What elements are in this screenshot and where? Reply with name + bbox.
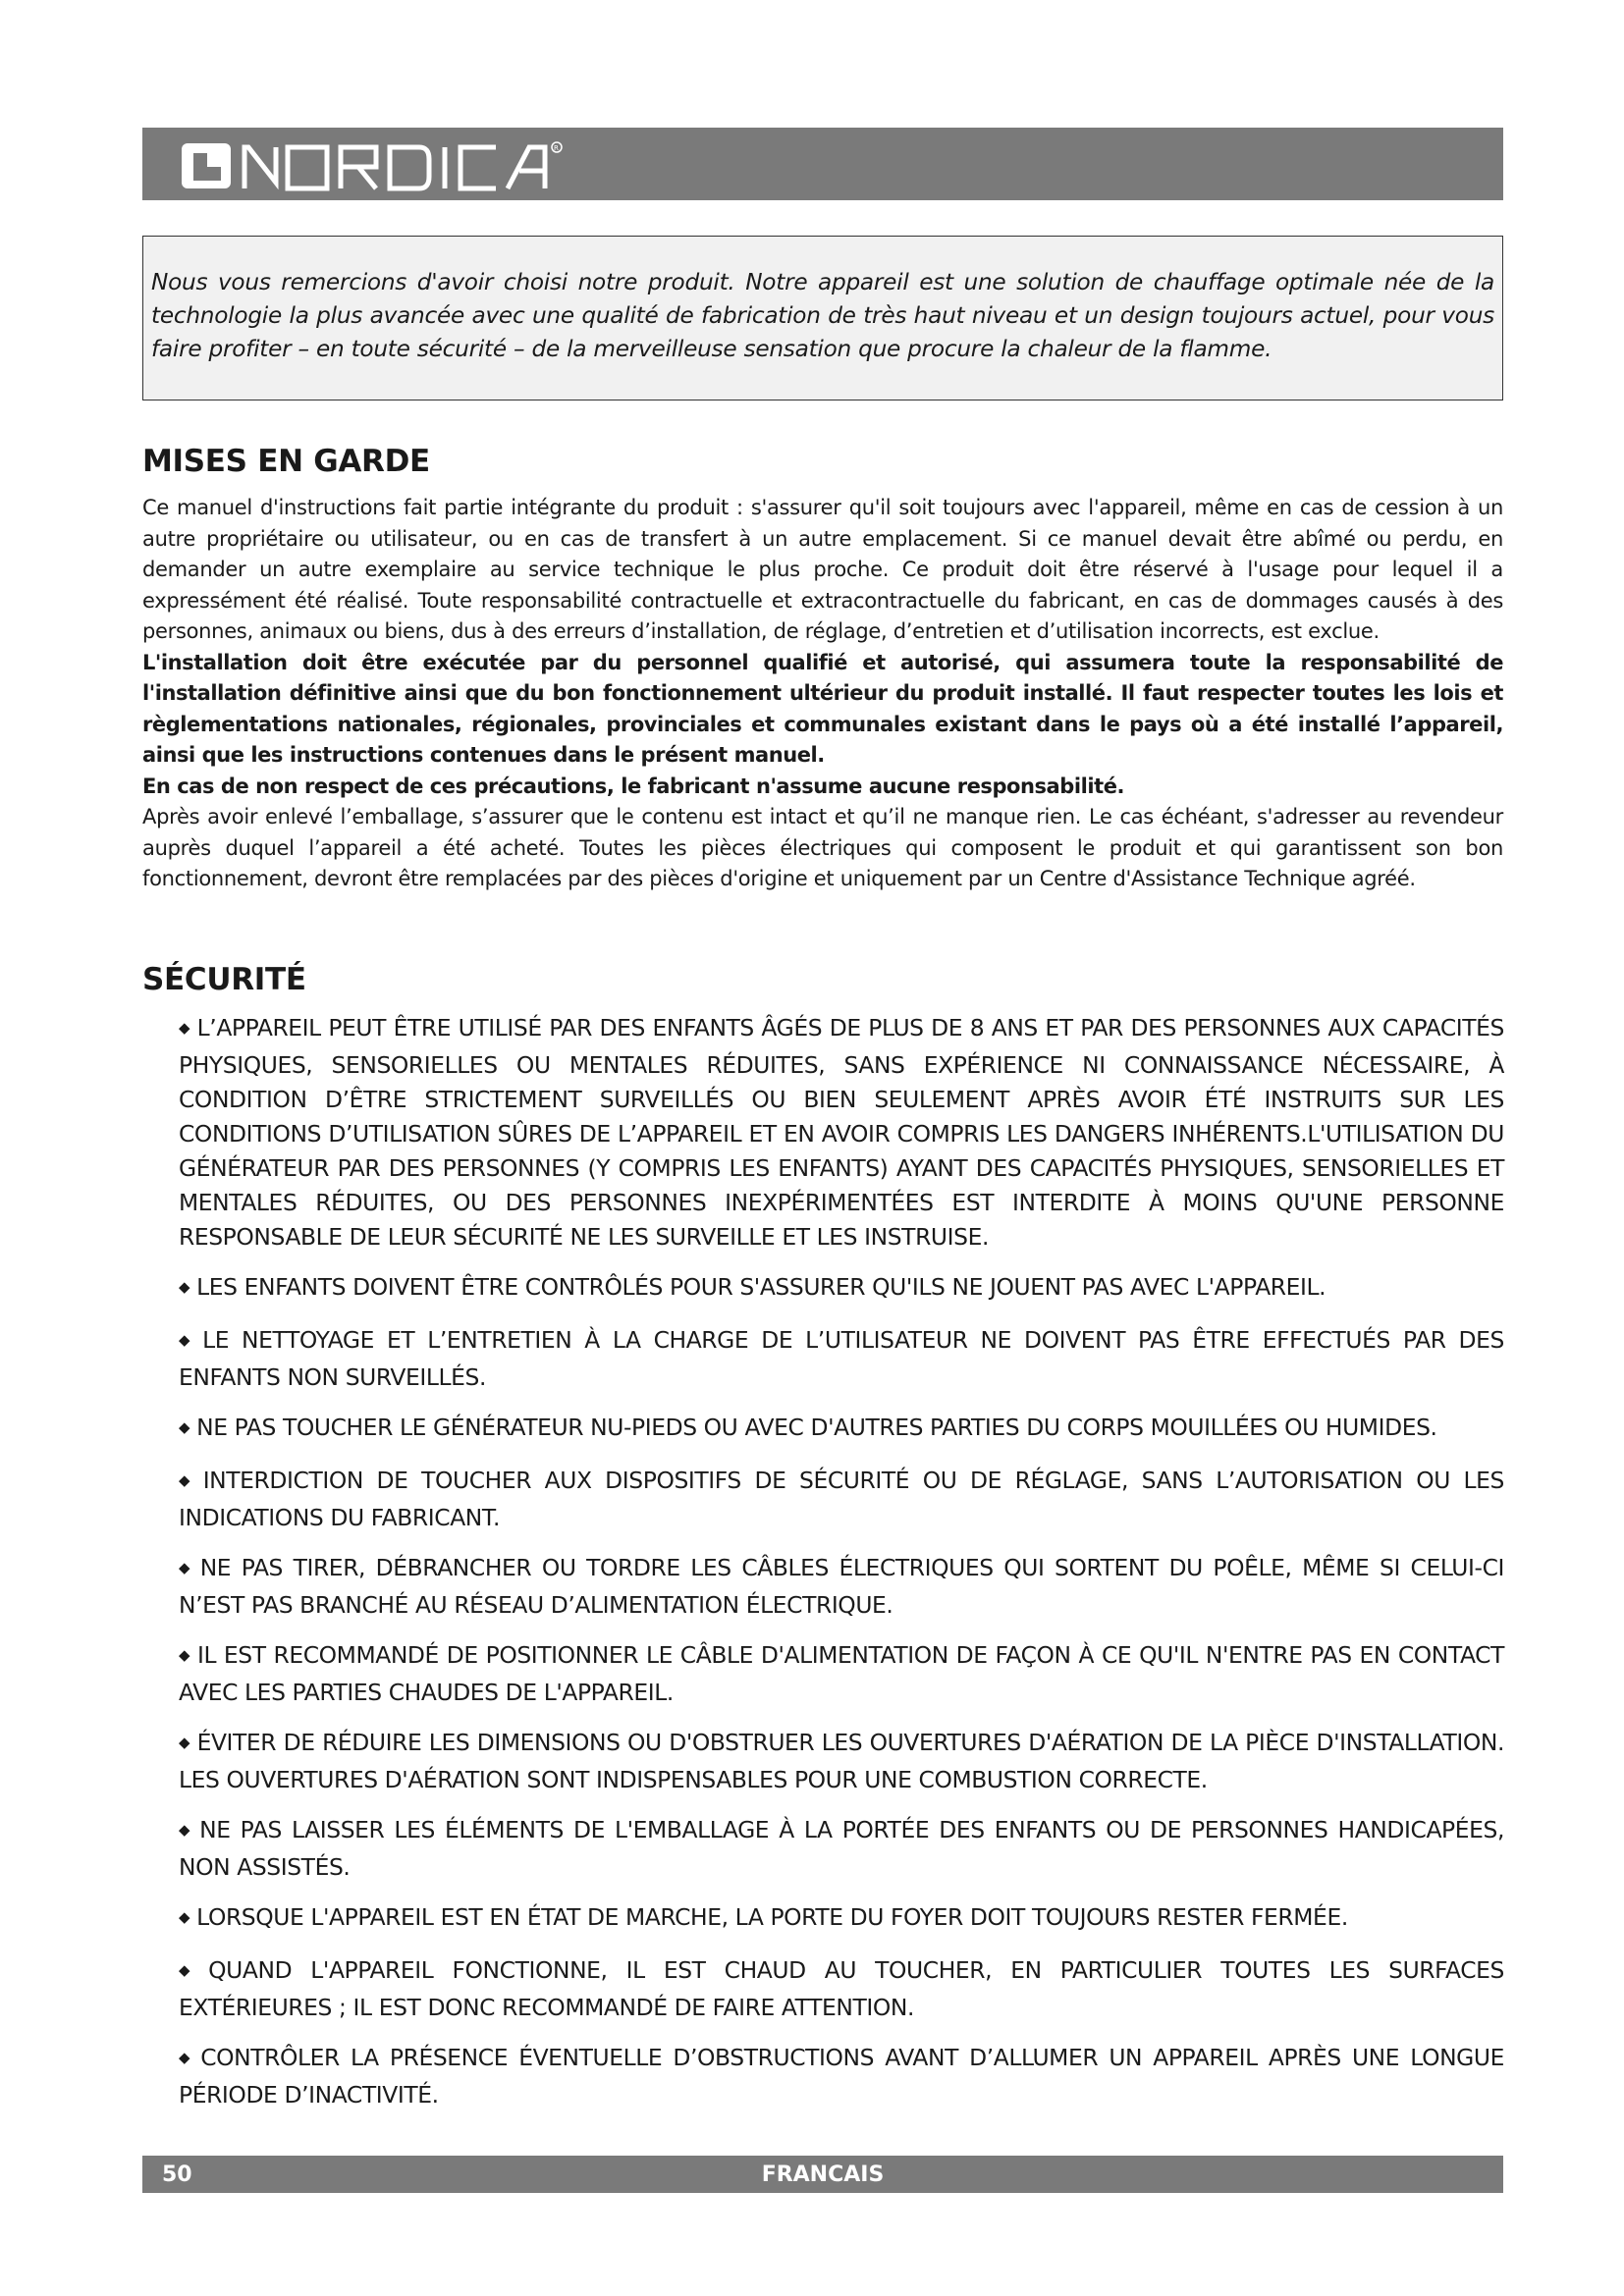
safety-item-text: INTERDICTION DE TOUCHER AUX DISPOSITIFS DE SÉCURITÉ OU DE RÉGLAGE, SANS L’AUTORISATION OU LES INDICATIONS DU FABRICANT.: [179, 1467, 1504, 1531]
bullet-diamond-icon: ◆: [179, 1278, 190, 1296]
safety-item-text: NE PAS TOUCHER LE GÉNÉRATEUR NU-PIEDS OU AVEC D'AUTRES PARTIES DU CORPS MOUILLÉES OU HUMIDES.: [196, 1414, 1437, 1441]
bullet-diamond-icon: ◆: [179, 1961, 202, 1979]
safety-item-text: LE NETTOYAGE ET L’ENTRETIEN À LA CHARGE DE L’UTILISATEUR NE DOIVENT PAS ÊTRE EFFECTUÉS PAR DES ENFANTS NON SURVEILLÉS.: [179, 1326, 1504, 1391]
footer-language: FRANCAIS: [761, 2163, 885, 2187]
section-title-securite: SÉCURITÉ: [142, 962, 306, 997]
list-item: [179, 1813, 1504, 1885]
svg-text:R: R: [554, 144, 559, 152]
list-item: [179, 1323, 1504, 1395]
list-item: [179, 1464, 1504, 1535]
bullet-diamond-icon: ◆: [179, 1646, 190, 1664]
bullet-diamond-icon: ◆: [179, 1019, 190, 1037]
list-item: [179, 2041, 1504, 2112]
la-nordica-logo: [180, 133, 572, 194]
list-item: [179, 1411, 1504, 1448]
bullet-diamond-icon: ◆: [179, 1418, 190, 1436]
unpacking-paragraph: Après avoir enlevé l’emballage, s’assurer que le contenu est intact et qu’il ne manque rien. Le cas échéant, s'adresser au revendeur auprès duquel l’appareil a été acheté. Toutes les pièces électriques qui composent le produit et qui garantissent son bon fonctionnement, devront être remplacées par des pièces d'origine et uniquement par un Centre d'Assistance Technique agréé.: [142, 805, 1503, 890]
list-item: [179, 1270, 1504, 1308]
intro-text: Nous vous remercions d'avoir choisi notre produit. Notre appareil est une solution de chauffage optimale née de la technologie la plus avancée avec une qualité de fabrication de très haut niveau et un design toujours actuel, pour vous faire profiter – en toute sécurité – de la merveilleuse sensation que procure la chaleur de la flamme.: [151, 269, 1494, 362]
bullet-diamond-icon: ◆: [179, 1331, 196, 1349]
safety-list: [179, 1011, 1504, 2128]
safety-item-text: QUAND L'APPAREIL FONCTIONNE, IL EST CHAUD AU TOUCHER, EN PARTICULIER TOUTES LES SURFACES EXTÉRIEURES ; IL EST DONC RECOMMANDÉ DE FAIRE ATTENTION.: [179, 1956, 1504, 2021]
list-item: [179, 1551, 1504, 1623]
la-nordica-logo-icon: [180, 133, 572, 194]
safety-item-text: LES ENFANTS DOIVENT ÊTRE CONTRÔLÉS POUR S'ASSURER QU'ILS NE JOUENT PAS AVEC L'APPAREIL.: [196, 1273, 1326, 1301]
list-item: [179, 1638, 1504, 1710]
safety-item-text: NE PAS TIRER, DÉBRANCHER OU TORDRE LES CÂBLES ÉLECTRIQUES QUI SORTENT DU POÊLE, MÊME SI CELUI-CI N’EST PAS BRANCHÉ AU RÉSEAU D’ALIMENTATION ÉLECTRIQUE.: [179, 1554, 1504, 1619]
installation-warning: L'installation doit être exécutée par du personnel qualifié et autorisé, qui assumera toute la responsabilité de l'installation définitive ainsi que du bon fonctionnement ultérieur du produit installé. Il faut respecter toutes les lois et règlementations nationales, régionales, provinciales et communales existant dans le pays où a été installé l’appareil, ainsi que les instructions contenues dans le présent manuel.: [142, 650, 1503, 767]
safety-item-text: IL EST RECOMMANDÉ DE POSITIONNER LE CÂBLE D'ALIMENTATION DE FAÇON À CE QU'IL N'ENTRE PAS EN CONTACT AVEC LES PARTIES CHAUDES DE L'APPAREIL.: [179, 1641, 1504, 1706]
footer-bar: [142, 2156, 1503, 2193]
bullet-diamond-icon: ◆: [179, 2049, 194, 2066]
safety-item-text: NE PAS LAISSER LES ÉLÉMENTS DE L'EMBALLAGE À LA PORTÉE DES ENFANTS OU DE PERSONNES HANDICAPÉES, NON ASSISTÉS.: [179, 1816, 1504, 1881]
list-item: [179, 1900, 1504, 1938]
list-item: [179, 1953, 1504, 2025]
section-title-mises-en-garde: MISES EN GARDE: [142, 444, 430, 479]
header-bar: [142, 128, 1503, 200]
list-item: [179, 1726, 1504, 1797]
page-number: 50: [162, 2163, 192, 2187]
mises-en-garde-paragraph: Ce manuel d'instructions fait partie intégrante du produit : s'assurer qu'il soit toujours avec l'appareil, même en cas de cession à un autre propriétaire ou utilisateur, ou en cas de transfert à un autre emplacement. Si ce manuel devait être abîmé ou perdu, en demander un autre exemplaire au service technique le plus proche. Ce produit doit être réservé à l'usage pour lequel il a expressément été réalisé. Toute responsabilité contractuelle et extracontractuelle du fabricant, en cas de dommages causés à des personnes, animaux ou biens, dus à des erreurs d’installation, de réglage, d’entretien et d’utilisation incorrects, est exclue.: [142, 496, 1503, 643]
responsibility-warning: En cas de non respect de ces précautions, le fabricant n'assume aucune responsabilité.: [142, 774, 1125, 798]
bullet-diamond-icon: ◆: [179, 1734, 190, 1751]
list-item: [179, 1011, 1504, 1255]
safety-item-text: L’APPAREIL PEUT ÊTRE UTILISÉ PAR DES ENFANTS ÂGÉS DE PLUS DE 8 ANS ET PAR DES PERSONNES AUX CAPACITÉS PHYSIQUES, SENSORIELLES OU MENTALES RÉDUITES, SANS EXPÉRIENCE NI CONNAISSANCE NÉCESSAIRE, À CONDITION D’ÊTRE STRICTEMENT SURVEILLÉS OU BIEN SEULEMENT APRÈS AVOIR ÉTÉ INSTRUITS SUR LES CONDITIONS D’UTILISATION SÛRES DE L’APPAREIL ET EN AVOIR COMPRIS LES DANGERS INHÉRENTS.L'UTILISATION DU GÉNÉRATEUR PAR DES PERSONNES (Y COMPRIS LES ENFANTS) AYANT DES CAPACITÉS PHYSIQUES, SENSORIELLES ET MENTALES RÉDUITES, OU DES PERSONNES INEXPÉRIMENTÉES EST INTERDITE À MOINS QU'UNE PERSONNE RESPONSABLE DE LEUR SÉCURITÉ NE LES SURVEILLE ET LES INSTRUISE.: [179, 1014, 1504, 1251]
bullet-diamond-icon: ◆: [179, 1471, 196, 1489]
mises-en-garde-body: [142, 493, 1503, 895]
safety-item-text: LORSQUE L'APPAREIL EST EN ÉTAT DE MARCHE, LA PORTE DU FOYER DOIT TOUJOURS RESTER FERMÉE.: [196, 1903, 1348, 1931]
intro-box: [142, 236, 1503, 400]
bullet-diamond-icon: ◆: [179, 1821, 193, 1839]
bullet-diamond-icon: ◆: [179, 1908, 190, 1926]
bullet-diamond-icon: ◆: [179, 1559, 193, 1576]
safety-item-text: ÉVITER DE RÉDUIRE LES DIMENSIONS OU D'OBSTRUER LES OUVERTURES D'AÉRATION DE LA PIÈCE D'INSTALLATION. LES OUVERTURES D'AÉRATION SONT INDISPENSABLES POUR UNE COMBUSTION CORRECTE.: [179, 1729, 1504, 1793]
safety-item-text: CONTRÔLER LA PRÉSENCE ÉVENTUELLE D’OBSTRUCTIONS AVANT D’ALLUMER UN APPAREIL APRÈS UNE LONGUE PÉRIODE D’INACTIVITÉ.: [179, 2044, 1505, 2109]
